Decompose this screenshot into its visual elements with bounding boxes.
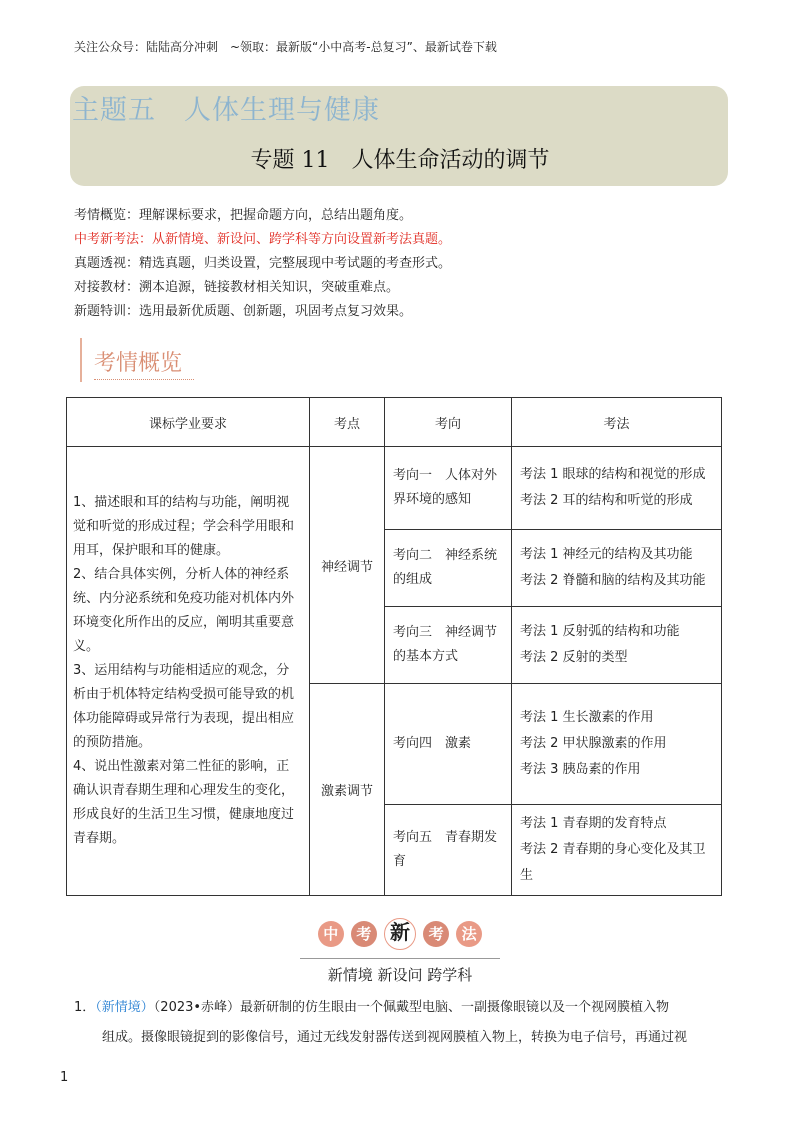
intro-list: [74, 204, 451, 324]
badge-char: 新: [384, 918, 416, 950]
law-item: 考法 2 耳的结构和听觉的形成: [520, 493, 693, 508]
requirement-item: 2、结合具体实例，分析人体的神经系统、内分泌系统和免疫功能对机体内外环境变化所作出的反应，阐明其重要意义。: [73, 567, 295, 654]
table-header-row: [67, 398, 722, 447]
section-title: 考情概览: [94, 346, 194, 380]
header-note: 关注公众号：陆陆高分冲刺 ~领取：最新版“小中高考-总复习”、最新试卷下载: [74, 40, 497, 54]
direction-cell: 考向四 激素: [385, 684, 512, 805]
direction-cell: 考向三 神经调节的基本方式: [385, 607, 512, 684]
requirement-item: 4、说出性激素对第二性征的影响，正确认识青春期生理和心理发生的变化，形成良好的生活卫生习惯，健康地度过青春期。: [73, 759, 295, 846]
badge-char: 中: [318, 921, 344, 947]
page-number: 1: [60, 1070, 69, 1085]
law-item: 考法 2 反射的类型: [520, 650, 628, 665]
question-tag: （新情境）: [95, 1000, 154, 1015]
direction-cell: 考向五 青春期发育: [385, 805, 512, 896]
topic-theme: 主题五 人体生理与健康: [72, 95, 380, 126]
requirement-item: 3、运用结构与功能相适应的观念，分析由于机体特定结构受损可能导致的机体功能障碍或异常行为表现，提出相应的预防措施。: [73, 663, 295, 750]
table-header: 考向: [385, 398, 512, 447]
intro-line: 新题特训：选用最新优质题、创新题，巩固考点复习效果。: [74, 304, 413, 319]
intro-line: 对接教材：溯本追源，链接教材相关知识，突破重难点。: [74, 280, 400, 295]
table-row: [67, 447, 722, 530]
law-item: 考法 2 青春期的身心变化及其卫生: [520, 842, 706, 883]
law-cell: [512, 805, 722, 896]
new-exam-badge: [0, 918, 800, 950]
law-cell: [512, 607, 722, 684]
badge-subtitle: 新情境 新设问 跨学科: [327, 966, 473, 984]
law-item: 考法 3 胰岛素的作用: [520, 762, 641, 777]
badge-char: 考: [423, 921, 449, 947]
table-header: 课标学业要求: [67, 398, 310, 447]
law-item: 考法 2 甲状腺激素的作用: [520, 736, 667, 751]
law-item: 考法 1 生长激素的作用: [520, 710, 654, 725]
law-item: 考法 1 青春期的发育特点: [520, 816, 667, 831]
law-cell: [512, 684, 722, 805]
badge-divider: [300, 958, 500, 959]
table-header: 考法: [512, 398, 722, 447]
requirement-item: 1、描述眼和耳的结构与功能，阐明视觉和听觉的形成过程；学会科学用眼和用耳，保护眼和耳的健康。: [73, 495, 295, 558]
law-item: 考法 1 眼球的结构和视觉的形成: [520, 467, 706, 482]
point-cell: 神经调节: [310, 447, 385, 684]
law-item: 考法 2 脊髓和脑的结构及其功能: [520, 573, 706, 588]
table-header: 考点: [310, 398, 385, 447]
question-text-line: （2023•赤峰）最新研制的仿生眼由一个佩戴型电脑、一副摄像眼镜以及一个视网膜植入物: [153, 1000, 670, 1015]
badge-char: 考: [351, 921, 377, 947]
law-cell: [512, 530, 722, 607]
page-title: 专题 11 人体生命活动的调节: [250, 148, 550, 173]
question-text-line: 组成。摄像眼镜捉到的影像信号，通过无线发射器传送到视网膜植入物上，转换为电子信号，再通过视: [102, 1030, 688, 1045]
intro-line: 真题透视：精选真题，归类设置，完整展现中考试题的考查形式。: [74, 256, 452, 271]
point-cell: 激素调节: [310, 684, 385, 896]
direction-cell: 考向二 神经系统的组成: [385, 530, 512, 607]
intro-line-highlight: 中考新考法：从新情境、新设问、跨学科等方向设置新考法真题。: [74, 232, 452, 247]
section-decoration: [80, 338, 92, 382]
direction-cell: 考向一 人体对外界环境的感知: [385, 447, 512, 530]
badge-char: 法: [456, 921, 482, 947]
requirements-cell: [67, 447, 310, 896]
question-number: 1．: [74, 1000, 96, 1015]
question-1: [74, 993, 734, 1053]
law-item: 考法 1 反射弧的结构和功能: [520, 624, 680, 639]
law-cell: [512, 447, 722, 530]
intro-line: 考情概览：理解课标要求，把握命题方向，总结出题角度。: [74, 208, 413, 223]
exam-overview-table: [66, 397, 722, 896]
law-item: 考法 1 神经元的结构及其功能: [520, 547, 693, 562]
